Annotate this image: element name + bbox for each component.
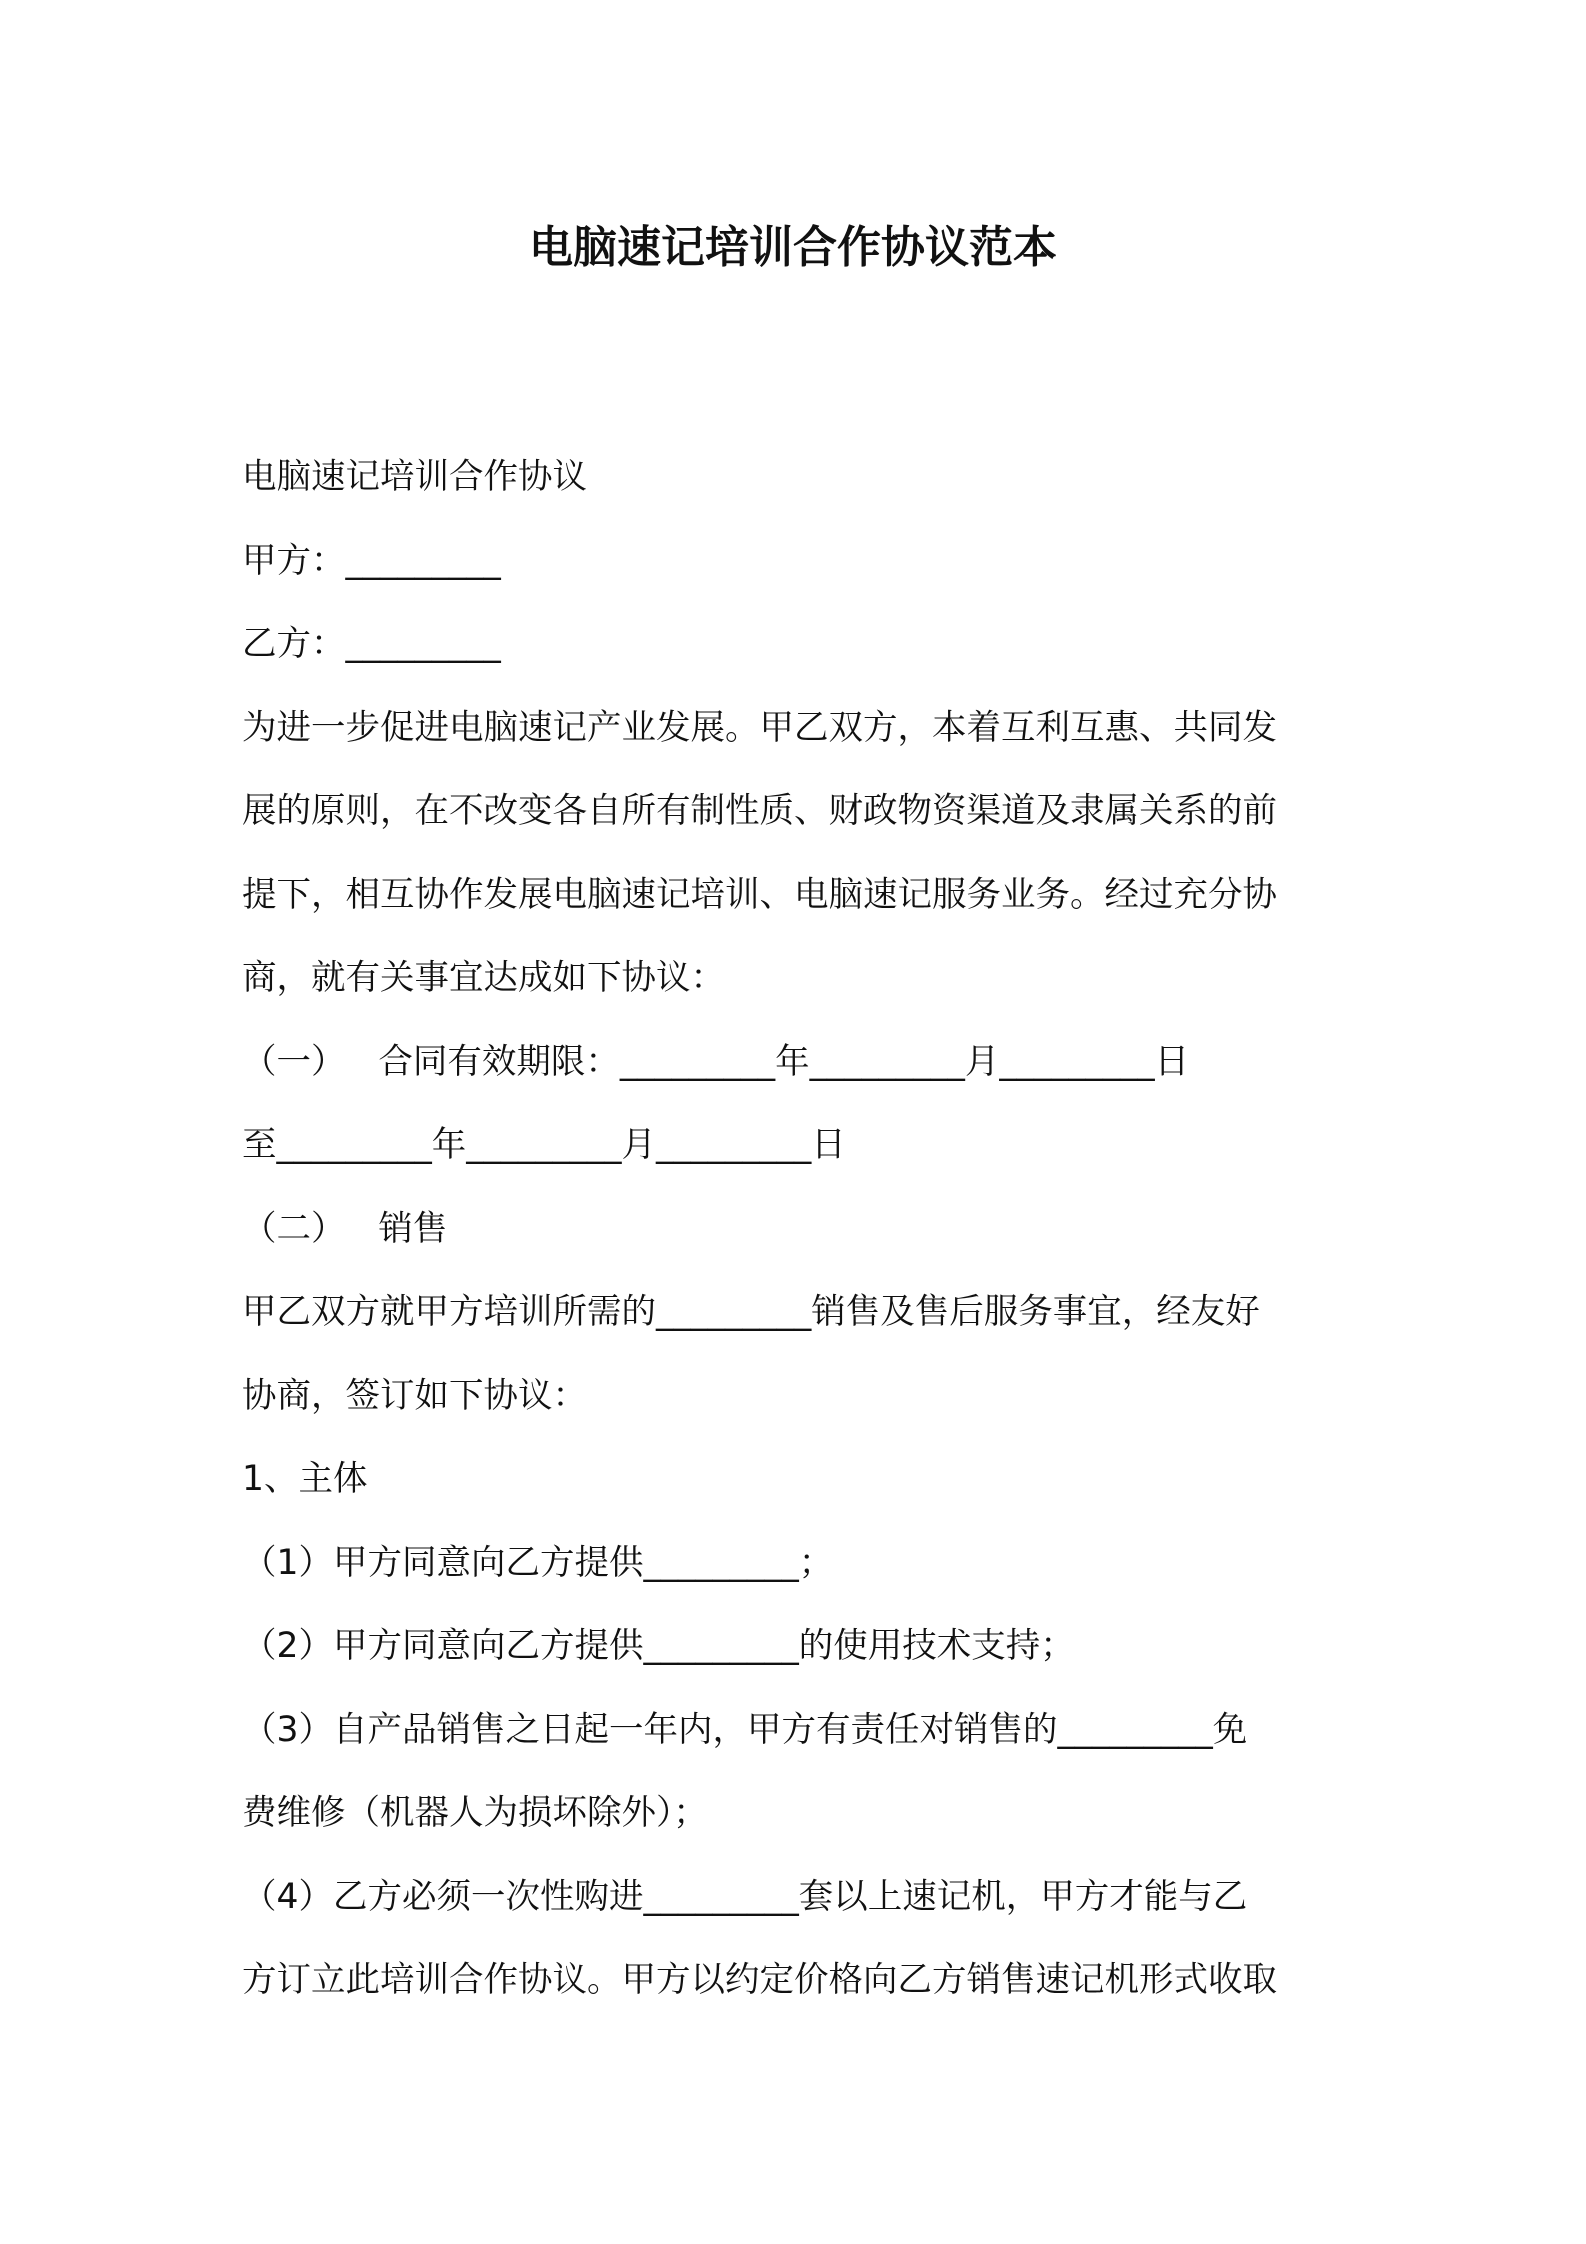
section-term-line: （一） 合同有效期限：_________年_________月_________日 — [242, 1042, 1190, 1082]
paragraph-line: 为进一步促进电脑速记产业发展。甲乙双方，本着互利互惠、共同发 — [242, 708, 1277, 748]
clause-heading: 1、主体 — [242, 1459, 368, 1499]
section-term-line: 至_________年_________月_________日 — [242, 1125, 846, 1165]
document-title: 电脑速记培训合作协议范本 — [529, 222, 1057, 273]
clause-item: （3）自产品销售之日起一年内，甲方有责任对销售的_________免 — [242, 1710, 1248, 1750]
section-sales-heading: （二） 销售 — [242, 1209, 448, 1249]
party-b-line: 乙方：_________ — [242, 624, 501, 664]
party-a-line: 甲方：_________ — [242, 541, 501, 581]
paragraph-line: 商，就有关事宜达成如下协议： — [242, 958, 725, 998]
clause-item: （4）乙方必须一次性购进_________套以上速记机，甲方才能与乙 — [242, 1877, 1248, 1917]
paragraph-line: 提下，相互协作发展电脑速记培训、电脑速记服务业务。经过充分协 — [242, 875, 1277, 915]
paragraph-line: 协商，签订如下协议： — [242, 1376, 587, 1416]
paragraph-line: 甲乙双方就甲方培训所需的_________销售及售后服务事宜，经友好 — [242, 1292, 1260, 1332]
clause-item: （2）甲方同意向乙方提供_________的使用技术支持； — [242, 1626, 1075, 1666]
clause-item: 费维修（机器人为损坏除外）； — [242, 1793, 708, 1833]
clause-item: 方订立此培训合作协议。甲方以约定价格向乙方销售速记机形式收取 — [242, 1960, 1277, 2000]
paragraph-line: 展的原则，在不改变各自所有制性质、财政物资渠道及隶属关系的前 — [242, 791, 1277, 831]
agreement-heading: 电脑速记培训合作协议 — [242, 457, 587, 497]
clause-item: （1）甲方同意向乙方提供_________； — [242, 1543, 834, 1583]
